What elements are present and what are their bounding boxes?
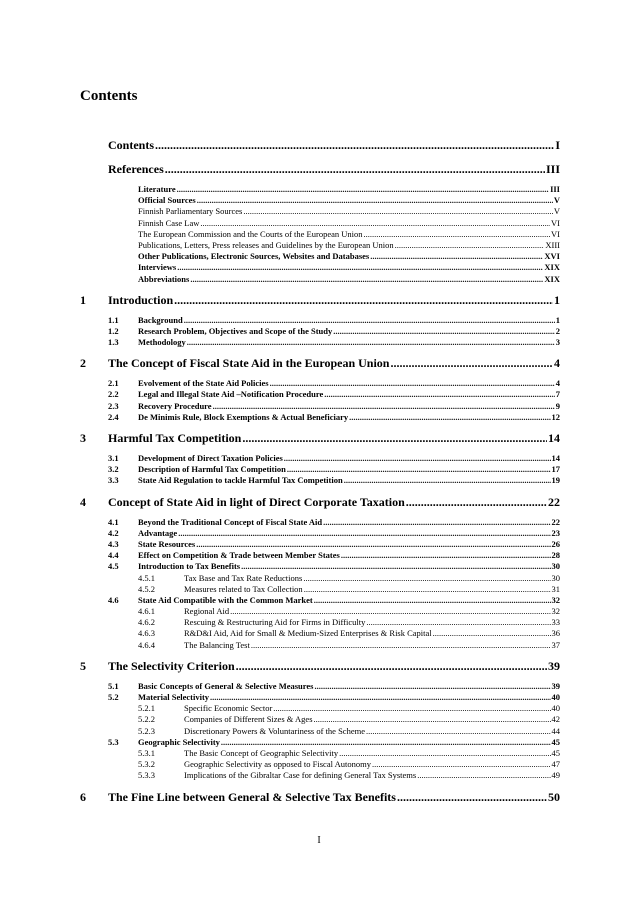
toc-entry[interactable] <box>80 573 560 584</box>
toc-entry-title: Contents <box>108 138 155 152</box>
toc-entry[interactable] <box>80 617 560 628</box>
dot-leader <box>370 251 543 261</box>
toc-entry[interactable] <box>80 703 560 714</box>
toc-entry-page: 22 <box>548 494 560 509</box>
toc-entry[interactable] <box>80 748 560 759</box>
toc-entry-number: 4.6.2 <box>138 617 155 628</box>
toc-entry[interactable] <box>80 251 560 262</box>
toc-entry-number: 5.2.1 <box>138 703 155 714</box>
toc-entry-title: The Basic Concept of Geographic Selectivity <box>184 747 339 758</box>
toc-entry-page: 4 <box>554 356 560 371</box>
toc-entry-page: III <box>545 162 560 176</box>
toc-entry-title: Legal and Illegal State Aid –Notification Procedure <box>138 389 324 400</box>
toc-entry-title: References <box>108 162 164 176</box>
toc-entry[interactable] <box>80 584 560 595</box>
toc-entry-title: Description of Harmful Tax Competition <box>138 464 286 475</box>
toc-entry-number: 4.5 <box>108 561 119 572</box>
toc-entry[interactable] <box>80 595 560 606</box>
toc-entry[interactable] <box>80 737 560 748</box>
toc-entry-page: XVI <box>544 251 560 262</box>
dot-leader <box>184 315 555 325</box>
dot-leader <box>364 229 551 239</box>
toc-entry-number: 4.1 <box>108 516 119 527</box>
toc-entry-page: 26 <box>551 538 560 549</box>
toc-entry-page: 23 <box>551 527 560 538</box>
toc-entry-title: Background <box>138 314 183 325</box>
dot-leader <box>236 659 547 674</box>
dot-leader <box>344 475 551 485</box>
toc-entry[interactable] <box>80 453 560 464</box>
toc-entry-page: 28 <box>551 550 560 561</box>
toc-entry[interactable] <box>80 640 560 651</box>
toc-entry-number: 4.2 <box>108 527 119 538</box>
toc-entry-number: 2.2 <box>108 389 119 400</box>
toc-entry[interactable] <box>80 293 560 309</box>
dot-leader <box>270 378 555 388</box>
toc-entry-page: 40 <box>551 703 560 714</box>
dot-leader <box>177 262 543 272</box>
dot-leader <box>406 495 547 510</box>
dot-leader <box>230 606 550 616</box>
toc-entry-page: 33 <box>551 617 560 628</box>
toc-entry[interactable] <box>80 356 560 372</box>
dot-leader <box>165 162 545 177</box>
dot-leader <box>242 431 547 446</box>
dot-leader <box>314 681 550 691</box>
toc-entry[interactable] <box>80 464 560 475</box>
toc-entry-page: 45 <box>551 736 560 747</box>
toc-entry-title: Discretionary Powers & Voluntariness of the Scheme <box>184 725 365 736</box>
toc-entry[interactable] <box>80 561 560 572</box>
toc-entry-title: Geographic Selectivity as opposed to Fiscal Autonomy <box>184 759 371 770</box>
toc-entry-title: Harmful Tax Competition <box>108 431 242 445</box>
toc-entry[interactable] <box>80 274 560 285</box>
dot-leader <box>366 726 551 736</box>
dot-leader <box>243 206 553 216</box>
toc-entry-title: State Aid Compatible with the Common Market <box>138 594 313 605</box>
toc-entry[interactable] <box>80 790 560 806</box>
toc-entry-number: 2.3 <box>108 400 119 411</box>
toc-entry-number: 4.6.1 <box>138 606 155 617</box>
toc-entry[interactable] <box>80 412 560 423</box>
toc-entry-page: 32 <box>551 606 560 617</box>
toc-entry-number: 1.2 <box>108 325 119 336</box>
toc-entry-title: The Selectivity Criterion <box>108 658 235 673</box>
table-of-contents <box>80 130 560 812</box>
toc-entry-page: VI <box>551 217 560 228</box>
dot-leader <box>190 274 543 284</box>
toc-entry[interactable] <box>80 206 560 217</box>
toc-entry-number: 4.3 <box>108 538 119 549</box>
dot-leader <box>284 453 551 463</box>
toc-entry-number: 5.3.1 <box>138 747 155 758</box>
toc-entry-title: The Balancing Test <box>184 639 250 650</box>
toc-entry-title: R&D&I Aid, Aid for Small & Medium-Sized Enterprises & Risk Capital <box>184 628 432 639</box>
toc-entry-page: III <box>550 184 560 194</box>
toc-entry-page: 45 <box>551 747 560 758</box>
toc-entry-title: Literature <box>138 184 176 194</box>
toc-entry-number: 2.4 <box>108 411 119 422</box>
dot-leader <box>200 218 550 228</box>
toc-entry-page: 49 <box>551 770 560 781</box>
dot-leader <box>197 195 553 205</box>
toc-entry[interactable] <box>80 401 560 412</box>
toc-entry-title: The European Commission and the Courts of the European Union <box>138 228 363 239</box>
toc-entry-title: Methodology <box>138 337 186 348</box>
dot-leader <box>251 640 551 650</box>
toc-entry-title: Advantage <box>138 527 178 538</box>
toc-entry-page: 4 <box>555 378 560 389</box>
toc-entry[interactable] <box>80 240 560 251</box>
toc-entry-page: 22 <box>551 516 560 527</box>
dot-leader <box>174 293 553 308</box>
toc-entry-page: 39 <box>551 680 560 691</box>
toc-entry-number: 3.1 <box>108 453 119 463</box>
dot-leader <box>323 517 550 527</box>
toc-entry-page: 17 <box>551 464 560 475</box>
toc-entry-page: 39 <box>548 658 560 673</box>
toc-entry-page: 36 <box>551 628 560 639</box>
toc-entry-title: Finnish Parliamentary Sources <box>138 206 243 217</box>
toc-entry[interactable] <box>80 759 560 770</box>
toc-entry-title: Recovery Procedure <box>138 400 212 411</box>
toc-entry[interactable] <box>80 195 560 206</box>
toc-entry-title: Finnish Case Law <box>138 217 200 228</box>
toc-entry-page: V <box>553 206 560 217</box>
toc-entry-page: 9 <box>555 400 560 411</box>
dot-leader <box>273 703 550 713</box>
dot-leader <box>178 528 550 538</box>
toc-entry-page: 31 <box>551 583 560 594</box>
toc-entry-title: State Aid Regulation to tackle Harmful Tax Competition <box>138 475 343 486</box>
dot-leader <box>341 550 551 560</box>
toc-entry-number: 4.6.4 <box>138 639 155 650</box>
toc-entry-title: Introduction to Tax Benefits <box>138 561 241 572</box>
toc-entry-title: Rescuing & Restructuring Aid for Firms in Difficulty <box>184 617 366 628</box>
dot-leader <box>417 770 550 780</box>
toc-entry-title: Introduction <box>108 292 174 307</box>
toc-entry-page: XIX <box>544 273 560 284</box>
dot-leader <box>177 184 549 194</box>
toc-entry-page: VI <box>551 228 560 239</box>
toc-entry-page: 12 <box>551 411 560 422</box>
toc-entry-title: Official Sources <box>138 195 196 206</box>
toc-entry-number: 6 <box>80 789 86 804</box>
toc-entry-page: 7 <box>555 389 560 400</box>
toc-entry[interactable] <box>80 262 560 273</box>
toc-entry-number: 5.1 <box>108 680 119 691</box>
toc-entry[interactable] <box>80 539 560 550</box>
toc-entry-title: Evolvement of the State Aid Policies <box>138 378 269 389</box>
toc-entry[interactable] <box>80 770 560 781</box>
toc-entry-page: 30 <box>551 572 560 583</box>
toc-entry-title: Material Selectivity <box>138 692 210 702</box>
dot-leader <box>366 617 550 627</box>
toc-entry-page: V <box>553 195 560 206</box>
toc-entry-title: Other Publications, Electronic Sources, Websites and Databases <box>138 251 370 262</box>
toc-entry[interactable] <box>80 431 560 447</box>
toc-entry-title: State Resources <box>138 538 196 549</box>
dot-leader <box>241 561 550 571</box>
toc-entry-number: 1.3 <box>108 337 119 348</box>
toc-entry-page: 3 <box>555 337 560 348</box>
toc-entry[interactable] <box>80 681 560 692</box>
toc-entry-page: XIII <box>545 239 560 250</box>
toc-entry-title: Geographic Selectivity <box>138 736 220 747</box>
dot-leader <box>314 714 551 724</box>
toc-entry[interactable] <box>80 495 560 511</box>
toc-entry-number: 2.1 <box>108 378 119 389</box>
toc-entry-number: 4.5.1 <box>138 572 155 583</box>
toc-entry-title: Companies of Different Sizes & Ages <box>184 714 313 725</box>
toc-entry-number: 5.3 <box>108 736 119 747</box>
dot-leader <box>221 737 551 747</box>
toc-entry[interactable] <box>80 726 560 737</box>
toc-entry-number: 2 <box>80 356 86 371</box>
toc-entry[interactable] <box>80 229 560 240</box>
toc-entry-page: 19 <box>551 475 560 486</box>
toc-entry-number: 4.4 <box>108 550 119 561</box>
toc-entry-page: 37 <box>551 639 560 650</box>
toc-entry[interactable] <box>80 550 560 561</box>
toc-entry-title: Measures related to Tax Collection <box>184 583 303 594</box>
dot-leader <box>187 337 555 347</box>
toc-entry[interactable] <box>80 378 560 389</box>
dot-leader <box>397 790 547 805</box>
toc-entry-title: Specific Economic Sector <box>184 703 273 714</box>
toc-entry-number: 3 <box>80 431 86 445</box>
toc-entry-number: 5.3.3 <box>138 770 155 781</box>
dot-leader <box>155 138 554 153</box>
toc-entry-page: 44 <box>551 725 560 736</box>
toc-entry[interactable] <box>80 692 560 703</box>
toc-entry-number: 5.2.3 <box>138 725 155 736</box>
toc-entry[interactable] <box>80 184 560 195</box>
toc-entry-page: XIX <box>544 262 560 273</box>
toc-entry-title: Research Problem, Objectives and Scope of the Study <box>138 325 333 336</box>
toc-entry-title: Effect on Competition & Trade between Member States <box>138 550 340 561</box>
toc-entry-title: Development of Direct Taxation Policies <box>138 453 283 463</box>
toc-entry-page: 47 <box>551 759 560 770</box>
toc-entry-page: 1 <box>555 314 560 325</box>
toc-entry-page: 1 <box>554 292 560 307</box>
toc-entry-number: 1 <box>80 292 86 307</box>
toc-entry-title: Beyond the Traditional Concept of Fiscal State Aid <box>138 516 323 527</box>
toc-entry-page: 14 <box>548 431 560 445</box>
toc-entry[interactable] <box>80 628 560 639</box>
toc-entry[interactable] <box>80 714 560 725</box>
toc-entry[interactable] <box>80 162 560 178</box>
dot-leader <box>304 584 551 594</box>
dot-leader <box>433 628 551 638</box>
dot-leader <box>324 389 554 399</box>
dot-leader <box>333 326 555 336</box>
toc-entry[interactable] <box>80 528 560 539</box>
page-number-footer: I <box>317 835 321 846</box>
toc-entry-number: 3.2 <box>108 464 119 475</box>
dot-leader <box>314 595 551 605</box>
dot-leader <box>287 464 551 474</box>
toc-entry[interactable] <box>80 337 560 348</box>
toc-entry-page: 2 <box>555 325 560 336</box>
toc-entry-page: I <box>555 138 560 152</box>
toc-entry-title: Tax Base and Tax Rate Reductions <box>184 572 303 583</box>
toc-entry-page: 30 <box>551 561 560 572</box>
dot-leader <box>303 573 550 583</box>
toc-entry-page: 50 <box>548 789 560 804</box>
toc-entry-number: 4 <box>80 494 86 509</box>
toc-entry-number: 5.2 <box>108 692 119 702</box>
dot-leader <box>213 401 555 411</box>
toc-entry-title: The Concept of Fiscal State Aid in the European Union <box>108 356 390 371</box>
toc-entry-page: 42 <box>551 714 560 725</box>
toc-entry[interactable] <box>80 389 560 400</box>
toc-entry[interactable] <box>80 517 560 528</box>
dot-leader <box>210 692 550 702</box>
toc-entry-title: Regional Aid <box>184 606 230 617</box>
toc-entry-title: Basic Concepts of General & Selective Measures <box>138 680 314 691</box>
dot-leader <box>372 759 551 769</box>
contents-heading: Contents <box>80 88 138 104</box>
toc-entry-title: Interviews <box>138 262 177 273</box>
dot-leader <box>395 240 545 250</box>
toc-entry[interactable] <box>80 659 560 675</box>
toc-entry[interactable] <box>80 138 560 154</box>
toc-entry[interactable] <box>80 315 560 326</box>
toc-entry[interactable] <box>80 606 560 617</box>
toc-entry-title: Abbreviations <box>138 273 190 284</box>
toc-entry-number: 5 <box>80 658 86 673</box>
toc-entry-title: Implications of the Gibraltar Case for defining General Tax Systems <box>184 770 417 781</box>
toc-entry-number: 4.6 <box>108 594 119 605</box>
toc-entry-title: Publications, Letters, Press releases and Guidelines by the European Union <box>138 239 394 250</box>
toc-entry-title: Concept of State Aid in light of Direct Corporate Taxation <box>108 494 405 509</box>
toc-entry-page: 32 <box>551 594 560 605</box>
toc-entry-number: 1.1 <box>108 314 119 325</box>
toc-entry-number: 5.3.2 <box>138 759 155 770</box>
dot-leader <box>390 356 553 371</box>
toc-entry-title: De Minimis Rule, Block Exemptions & Actual Beneficiary <box>138 411 349 422</box>
dot-leader <box>349 412 550 422</box>
toc-entry-page: 40 <box>551 692 560 702</box>
toc-entry[interactable] <box>80 326 560 337</box>
toc-entry-page: 14 <box>551 453 560 463</box>
dot-leader <box>339 748 550 758</box>
toc-entry-number: 4.6.3 <box>138 628 155 639</box>
toc-entry-title: The Fine Line between General & Selective Tax Benefits <box>108 789 396 804</box>
dot-leader <box>196 539 550 549</box>
toc-entry-number: 5.2.2 <box>138 714 155 725</box>
toc-entry-number: 3.3 <box>108 475 119 486</box>
toc-entry-number: 4.5.2 <box>138 583 155 594</box>
toc-entry[interactable] <box>80 475 560 486</box>
toc-entry[interactable] <box>80 218 560 229</box>
